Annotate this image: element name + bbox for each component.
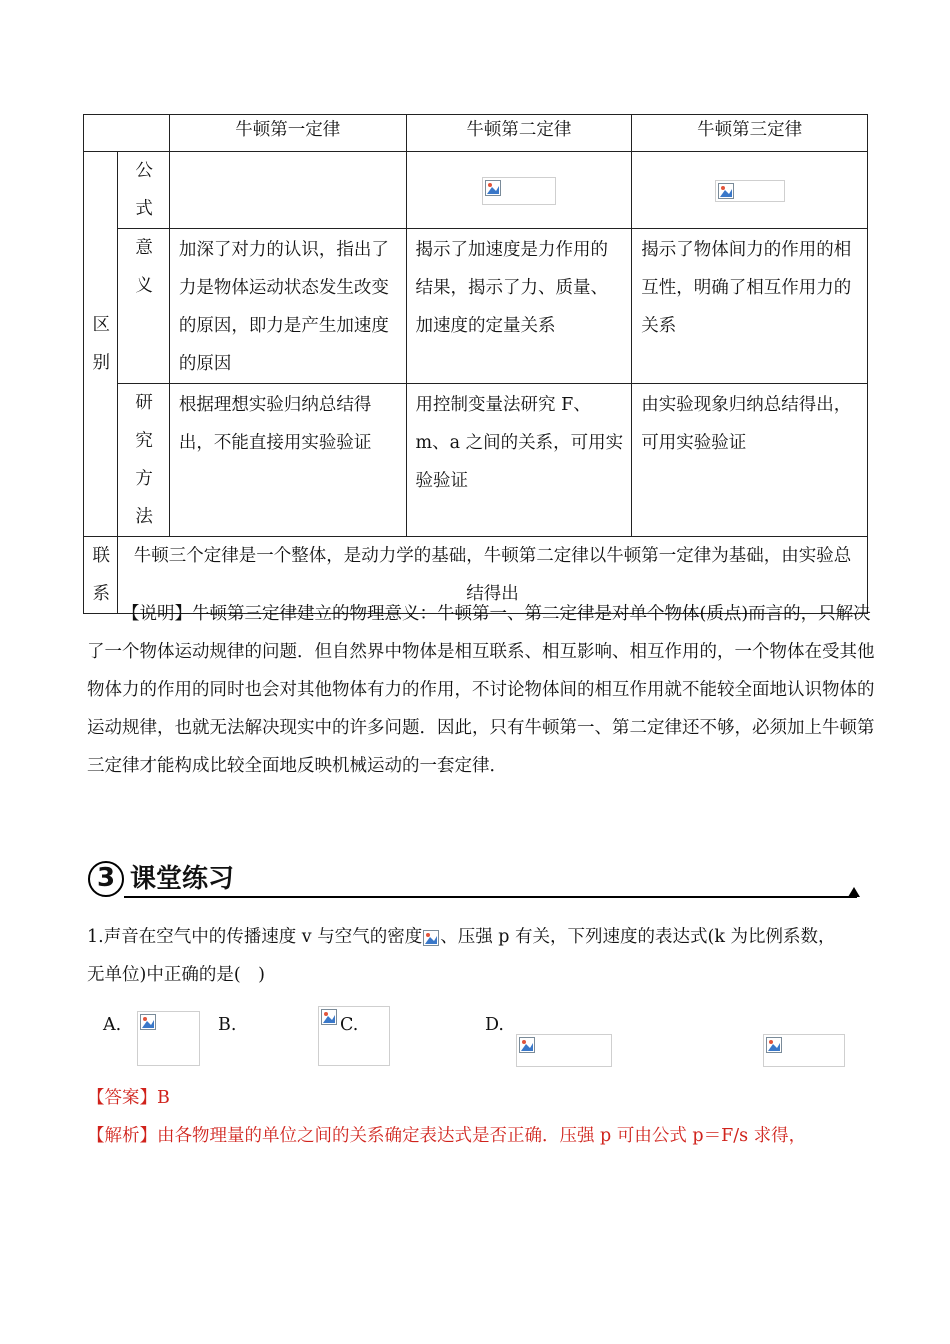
broken-image-icon bbox=[766, 1037, 782, 1053]
section-underline bbox=[124, 896, 857, 898]
row-label-formula: 公式 bbox=[135, 161, 153, 219]
meaning-third-law: 揭示了物体间力的作用的相互性，明确了相互作用力的关系 bbox=[632, 229, 868, 384]
row-label-method: 研究方法 bbox=[135, 393, 153, 527]
option-d-formula-image[interactable] bbox=[763, 1034, 845, 1067]
answer-line bbox=[87, 1079, 877, 1117]
option-c-formula-image[interactable] bbox=[516, 1034, 612, 1067]
answer-label: 【答案】 bbox=[87, 1088, 157, 1108]
header-first-law: 牛顿第一定律 bbox=[169, 115, 406, 152]
note-paragraph: 【说明】牛顿第三定律建立的物理意义：牛顿第一、第二定律是对单个物体(质点)而言的，只解决了一个物体运动规律的问题．但自然界中物体是相互联系、相互影响、相互作用的，一个物体在受其他物体力的作用的同时也会对其他物体有力的作用，不讨论物体间的相互作用就不能较全面地认识物体的运动规律，也就无法解决现实中的许多问题．因此，只有牛顿第一、第二定律还不够，必须加上牛顿第三定律才能构成比较全面地反映机械运动的一套定律． bbox=[87, 604, 875, 776]
section-title: 课堂练习 bbox=[130, 864, 235, 894]
analysis-line bbox=[87, 1117, 877, 1155]
group-label: 区别 bbox=[92, 315, 110, 373]
header-third-law: 牛顿第三定律 bbox=[632, 115, 868, 152]
broken-image-icon bbox=[423, 930, 439, 946]
meaning-first-law: 加深了对力的认识，指出了力是物体运动状态发生改变的原因，即力是产生加速度的原因 bbox=[169, 229, 406, 384]
broken-image-icon bbox=[485, 180, 501, 196]
option-a-label[interactable]: A. bbox=[103, 1015, 122, 1035]
question-stem-part2: 、压强 p 有关，下列速度的表达式(k 为比例系数， bbox=[440, 927, 836, 947]
header-empty bbox=[84, 115, 170, 152]
analysis-text: 由各物理量的单位之间的关系确定表达式是否正确．压强 p 可由公式 p＝F/s 求得， bbox=[157, 1126, 807, 1146]
analysis-label: 【解析】 bbox=[87, 1126, 157, 1146]
formula-second-law bbox=[406, 152, 632, 229]
option-b-label[interactable]: B. bbox=[218, 1015, 237, 1035]
question-stem-part1: 1.声音在空气中的传播速度 v 与空气的密度 bbox=[87, 927, 423, 947]
option-d-label[interactable]: D. bbox=[485, 1015, 504, 1035]
row-label-cell bbox=[117, 384, 169, 537]
section-number-badge: 3 bbox=[88, 861, 124, 897]
formula-third-law bbox=[632, 152, 868, 229]
broken-image-icon bbox=[321, 1009, 337, 1025]
option-a-formula-image[interactable] bbox=[137, 1011, 200, 1066]
option-c-label[interactable]: C. bbox=[340, 1015, 359, 1035]
row-label-meaning: 意义 bbox=[135, 238, 153, 296]
header-second-law: 牛顿第二定律 bbox=[406, 115, 632, 152]
broken-image-icon bbox=[519, 1037, 535, 1053]
row-label-cell bbox=[117, 229, 169, 384]
group-cell-difference bbox=[84, 152, 118, 537]
method-first-law: 根据理想实验归纳总结得出，不能直接用实验验证 bbox=[169, 384, 406, 537]
broken-image-icon bbox=[718, 183, 734, 199]
formula-image bbox=[715, 180, 785, 202]
density-symbol-image bbox=[422, 929, 440, 947]
link-label: 联系 bbox=[92, 546, 110, 604]
method-third-law: 由实验现象归纳总结得出，可用实验验证 bbox=[632, 384, 868, 537]
formula-image bbox=[482, 177, 556, 205]
meaning-second-law: 揭示了加速度是力作用的结果，揭示了力、质量、加速度的定量关系 bbox=[406, 229, 632, 384]
link-text: 牛顿三个定律是一个整体，是动力学的基础，牛顿第二定律以牛顿第一定律为基础，由实验总结得出 bbox=[117, 537, 867, 614]
row-label-cell bbox=[117, 152, 169, 229]
answer-value: B bbox=[157, 1088, 170, 1108]
question-stem-line2: 无单位)中正确的是( ) bbox=[87, 965, 265, 985]
law-comparison-table bbox=[83, 114, 868, 614]
question-stem-line1 bbox=[87, 918, 877, 956]
method-second-law: 用控制变量法研究 F、m、a 之间的关系，可用实验验证 bbox=[406, 384, 632, 537]
broken-image-icon bbox=[140, 1014, 156, 1030]
triangle-marker-icon bbox=[847, 886, 861, 898]
formula-first-law bbox=[169, 152, 406, 229]
